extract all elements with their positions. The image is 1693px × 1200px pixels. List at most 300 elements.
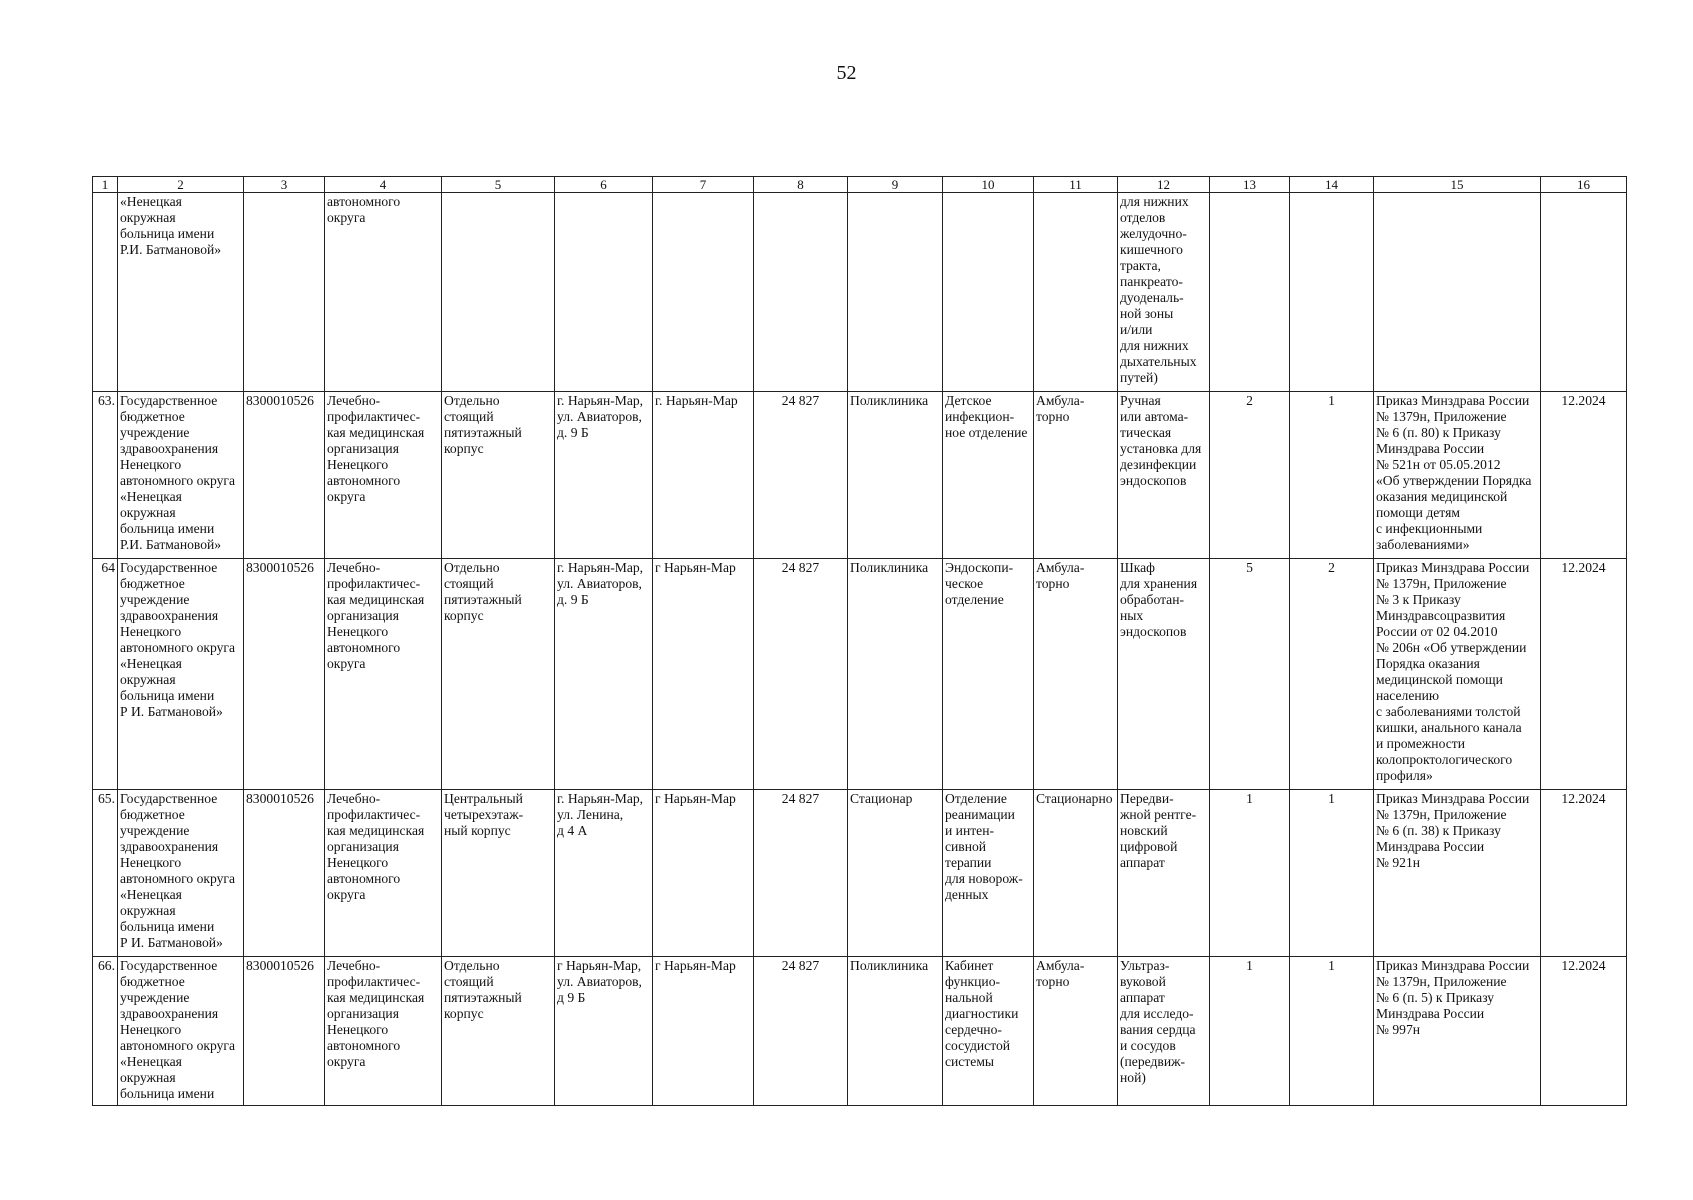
organization-name-line: Ненецкого — [120, 624, 182, 639]
regulatory-order-line: России от 02 04.2010 — [1376, 624, 1498, 639]
equipment-name-line: (передвиж- — [1120, 1054, 1186, 1069]
organization-name-line: учреждение — [120, 425, 190, 440]
organization-name-line: больница имени — [120, 919, 215, 934]
table-row — [93, 790, 1627, 957]
page-number: 52 — [836, 62, 857, 84]
organization-name-line: автономного округа — [120, 473, 236, 488]
table-row — [93, 193, 1627, 392]
equipment-name-line: ных — [1120, 608, 1144, 623]
department — [943, 193, 1034, 392]
organization-type-line: округа — [327, 887, 366, 902]
address-line: г. Нарьян-Мар, — [557, 393, 644, 408]
regulatory-order — [1374, 790, 1541, 957]
organization-type-line: Лечебно- — [327, 393, 381, 408]
organization-type — [325, 559, 442, 790]
quantity-available: 1 — [1290, 392, 1374, 559]
department — [943, 790, 1034, 957]
department-line: денных — [945, 887, 989, 902]
organization-type-line: автономного — [327, 640, 401, 655]
regulatory-order — [1374, 559, 1541, 790]
regulatory-order-line: № 1379н, Приложение — [1376, 409, 1507, 424]
organization-type — [325, 957, 442, 1106]
organization-name-line: учреждение — [120, 823, 190, 838]
address-line: г Нарьян-Мар, — [557, 958, 642, 973]
deadline-date: 12.2024 — [1541, 392, 1627, 559]
organization-type-line: кая медицинская — [327, 990, 425, 1005]
organization-name — [118, 193, 244, 392]
equipment-name-line: для хранения — [1120, 576, 1198, 591]
organization-type-line: организация — [327, 1006, 399, 1021]
organization-name-line: «Ненецкая — [120, 656, 182, 671]
address — [555, 957, 653, 1106]
organization-type-line: кая медицинская — [327, 592, 425, 607]
regulatory-order-line: № 206н «Об утверждении — [1376, 640, 1527, 655]
building-description — [442, 392, 555, 559]
equipment-name — [1118, 790, 1210, 957]
regulatory-order-line: помощи детям — [1376, 505, 1460, 520]
organization-name-line: автономного округа — [120, 1038, 236, 1053]
address-line: г. Нарьян-Мар, — [557, 560, 644, 575]
care-mode — [1034, 193, 1118, 392]
organization-type-line: Ненецкого — [327, 457, 389, 472]
regulatory-order-line: Минздравсоцразвития — [1376, 608, 1506, 623]
organization-name-line: окружная — [120, 210, 176, 225]
organization-type-line: профилактичес- — [327, 807, 421, 822]
organization-name-line: Р.И. Батмановой» — [120, 537, 222, 552]
column-number: 3 — [244, 177, 325, 193]
equipment-name-line: обработан- — [1120, 592, 1185, 607]
organization-type-line: Ненецкого — [327, 1022, 389, 1037]
row-number: 64 — [93, 559, 118, 790]
organization-name-line: Ненецкого — [120, 457, 182, 472]
building-description-line: пятиэтажный — [444, 592, 522, 607]
organization-name-line: бюджетное — [120, 974, 185, 989]
quantity-needed: 1 — [1210, 957, 1290, 1106]
organization-name-line: окружная — [120, 505, 176, 520]
deadline-date: 12.2024 — [1541, 790, 1627, 957]
column-number: 7 — [653, 177, 754, 193]
organization-type-line: Лечебно- — [327, 791, 381, 806]
equipment-name-line: для нижних — [1120, 338, 1189, 353]
regulatory-order-line: заболеваниями» — [1376, 537, 1470, 552]
organization-name — [118, 392, 244, 559]
department-line: терапии — [945, 855, 992, 870]
organization-type-line: организация — [327, 839, 399, 854]
organization-name-line: Государственное — [120, 393, 218, 408]
unit-type: Стационар — [848, 790, 943, 957]
inn-code: 8300010526 — [244, 790, 325, 957]
department-line: сосудистой — [945, 1038, 1011, 1053]
organization-name-line: бюджетное — [120, 409, 185, 424]
regulatory-order-line: с инфекционными — [1376, 521, 1483, 536]
column-number: 5 — [442, 177, 555, 193]
inn-code: 8300010526 — [244, 392, 325, 559]
address-line: ул. Ленина, — [557, 807, 624, 822]
organization-type-line: автономного — [327, 871, 401, 886]
equipment-name-line: Шкаф — [1120, 560, 1155, 575]
regulatory-order-line: населению — [1376, 688, 1440, 703]
inn-code: 8300010526 — [244, 559, 325, 790]
regulatory-order-line: «Об утверждении Порядка — [1376, 473, 1532, 488]
regulatory-order-line: профиля» — [1376, 768, 1433, 783]
equipment-name-line: Ручная — [1120, 393, 1161, 408]
department-line: для новорож- — [945, 871, 1023, 886]
deadline-date — [1541, 193, 1627, 392]
department-line: системы — [945, 1054, 995, 1069]
department-line: Детское — [945, 393, 992, 408]
regulatory-order-line: Порядка оказания — [1376, 656, 1480, 671]
column-number: 4 — [325, 177, 442, 193]
department-line: Эндоскопи- — [945, 560, 1014, 575]
column-number: 10 — [943, 177, 1034, 193]
department — [943, 392, 1034, 559]
organization-name-line: Р И. Батмановой» — [120, 704, 223, 719]
quantity-needed: 5 — [1210, 559, 1290, 790]
address — [555, 559, 653, 790]
regulatory-order-line: Минздрава России — [1376, 441, 1485, 456]
organization-name-line: Государственное — [120, 958, 218, 973]
regulatory-order-line: Приказ Минздрава России — [1376, 393, 1530, 408]
regulatory-order-line: № 6 (п. 5) к Приказу — [1376, 990, 1495, 1005]
okato-code: 24 827 — [754, 392, 848, 559]
column-number: 1 — [93, 177, 118, 193]
equipment-name-line: вания сердца — [1120, 1022, 1196, 1037]
address-line: д 9 Б — [557, 990, 586, 1005]
organization-name-line: учреждение — [120, 592, 190, 607]
address-line: д. 9 Б — [557, 425, 589, 440]
table-row — [93, 957, 1627, 1106]
regulatory-order-line: Приказ Минздрава России — [1376, 791, 1530, 806]
organization-name-line: бюджетное — [120, 807, 185, 822]
equipment-name-line: и сосудов — [1120, 1038, 1176, 1053]
organization-name-line: «Ненецкая — [120, 887, 182, 902]
city — [653, 193, 754, 392]
organization-type-line: округа — [327, 489, 366, 504]
building-description-line: корпус — [444, 608, 484, 623]
equipment-name-line: установка для — [1120, 441, 1202, 456]
organization-name-line: окружная — [120, 672, 176, 687]
care-mode-line: Стационарно — [1036, 791, 1113, 806]
column-number: 9 — [848, 177, 943, 193]
regulatory-order-line: оказания медицинской — [1376, 489, 1508, 504]
regulatory-order-line: колопроктологического — [1376, 752, 1513, 767]
quantity-available: 1 — [1290, 957, 1374, 1106]
building-description-line: стоящий — [444, 409, 494, 424]
okato-code — [754, 193, 848, 392]
organization-type-line: округа — [327, 656, 366, 671]
address-line: г. Нарьян-Мар, — [557, 791, 644, 806]
care-mode — [1034, 790, 1118, 957]
regulatory-order-line: Минздрава России — [1376, 839, 1485, 854]
regulatory-order-line: № 1379н, Приложение — [1376, 974, 1507, 989]
department-line: отделение — [945, 592, 1004, 607]
address-line: ул. Авиаторов, — [557, 409, 642, 424]
city: г Нарьян-Мар — [653, 957, 754, 1106]
department-line: сивной — [945, 839, 987, 854]
organization-name — [118, 957, 244, 1106]
inn-code: 8300010526 — [244, 957, 325, 1106]
column-number: 12 — [1118, 177, 1210, 193]
equipment-name-line: Передви- — [1120, 791, 1174, 806]
organization-type-line: кая медицинская — [327, 823, 425, 838]
organization-type-line: округа — [327, 1054, 366, 1069]
building-description-line: пятиэтажный — [444, 425, 522, 440]
equipment-name-line: дуоденаль- — [1120, 290, 1184, 305]
equipment-name-line: ной зоны — [1120, 306, 1174, 321]
equipment-name-line: эндоскопов — [1120, 473, 1187, 488]
address-line: ул. Авиаторов, — [557, 576, 642, 591]
inn-code — [244, 193, 325, 392]
column-number: 8 — [754, 177, 848, 193]
regulatory-order-line: с заболеваниями толстой — [1376, 704, 1521, 719]
equipment-name — [1118, 392, 1210, 559]
building-description — [442, 193, 555, 392]
column-number: 6 — [555, 177, 653, 193]
equipment-name-line: кишечного — [1120, 242, 1183, 257]
quantity-needed — [1210, 193, 1290, 392]
equipment-name-line: для нижних — [1120, 194, 1189, 209]
organization-type-line: автономного — [327, 473, 401, 488]
organization-name-line: «Ненецкая — [120, 194, 182, 209]
organization-name-line: окружная — [120, 1070, 176, 1085]
regulatory-order-line: кишки, анального канала — [1376, 720, 1522, 735]
organization-name — [118, 559, 244, 790]
department-line: нальной — [945, 990, 993, 1005]
regulatory-order-line: медицинской помощи — [1376, 672, 1503, 687]
equipment-name-line: эндоскопов — [1120, 624, 1187, 639]
quantity-available — [1290, 193, 1374, 392]
organization-name-line: «Ненецкая — [120, 1054, 182, 1069]
regulatory-order-line: № 521н от 05.05.2012 — [1376, 457, 1501, 472]
column-number: 11 — [1034, 177, 1118, 193]
building-description-line: стоящий — [444, 576, 494, 591]
department — [943, 559, 1034, 790]
regulatory-order-line: № 921н — [1376, 855, 1421, 870]
building-description-line: стоящий — [444, 974, 494, 989]
equipment-name-line: и/или — [1120, 322, 1153, 337]
care-mode-line: торно — [1036, 576, 1070, 591]
row-number: 66. — [93, 957, 118, 1106]
department-line: ное отделение — [945, 425, 1028, 440]
row-number: 65. — [93, 790, 118, 957]
building-description-line: ный корпус — [444, 823, 511, 838]
address — [555, 193, 653, 392]
building-description-line: Отдельно — [444, 958, 500, 973]
deadline-date: 12.2024 — [1541, 957, 1627, 1106]
okato-code: 24 827 — [754, 957, 848, 1106]
organization-name-line: здравоохранения — [120, 1006, 219, 1021]
unit-type: Поликлиника — [848, 957, 943, 1106]
equipment-name-line: для исследо- — [1120, 1006, 1194, 1021]
quantity-needed: 2 — [1210, 392, 1290, 559]
regulatory-order-line: № 1379н, Приложение — [1376, 576, 1507, 591]
regulatory-order-line: № 997н — [1376, 1022, 1421, 1037]
equipment-name — [1118, 957, 1210, 1106]
organization-type-line: автономного — [327, 1038, 401, 1053]
equipment-name-line: панкреато- — [1120, 274, 1183, 289]
column-number-row — [93, 177, 1627, 193]
care-mode — [1034, 392, 1118, 559]
department-line: сердечно- — [945, 1022, 1002, 1037]
building-description-line: Отдельно — [444, 393, 500, 408]
address-line: ул. Авиаторов, — [557, 974, 642, 989]
organization-name-line: Р И. Батмановой» — [120, 935, 223, 950]
equipment-name-line: тическая — [1120, 425, 1172, 440]
building-description-line: корпус — [444, 1006, 484, 1021]
organization-type-line: автономного — [327, 194, 401, 209]
department-line: реанимации — [945, 807, 1015, 822]
city: г. Нарьян-Мар — [653, 392, 754, 559]
organization-name-line: Ненецкого — [120, 855, 182, 870]
building-description — [442, 957, 555, 1106]
organization-name-line: Ненецкого — [120, 1022, 182, 1037]
organization-type-line: профилактичес- — [327, 576, 421, 591]
quantity-needed: 1 — [1210, 790, 1290, 957]
equipment-name-line: желудочно- — [1120, 226, 1187, 241]
deadline-date: 12.2024 — [1541, 559, 1627, 790]
care-mode — [1034, 559, 1118, 790]
care-mode-line: Амбула- — [1036, 958, 1085, 973]
department-line: и интен- — [945, 823, 994, 838]
department-line: функцио- — [945, 974, 1001, 989]
equipment-name — [1118, 559, 1210, 790]
equipment-name-line: цифровой — [1120, 839, 1178, 854]
organization-type — [325, 790, 442, 957]
okato-code: 24 827 — [754, 559, 848, 790]
regulatory-order — [1374, 957, 1541, 1106]
address-line: д. 9 Б — [557, 592, 589, 607]
unit-type — [848, 193, 943, 392]
address — [555, 790, 653, 957]
column-number: 2 — [118, 177, 244, 193]
column-number: 16 — [1541, 177, 1627, 193]
organization-type-line: профилактичес- — [327, 409, 421, 424]
equipment-name — [1118, 193, 1210, 392]
organization-name-line: больница имени — [120, 688, 215, 703]
organization-name-line: здравоохранения — [120, 839, 219, 854]
column-number: 13 — [1210, 177, 1290, 193]
equipment-name-line: аппарат — [1120, 855, 1165, 870]
unit-type: Поликлиника — [848, 392, 943, 559]
equipment-name-line: тракта, — [1120, 258, 1161, 273]
building-description-line: Центральный — [444, 791, 523, 806]
department-line: Отделение — [945, 791, 1007, 806]
organization-type-line: Ненецкого — [327, 855, 389, 870]
organization-name-line: автономного округа — [120, 640, 236, 655]
department-line: диагностики — [945, 1006, 1019, 1021]
equipment-name-line: новский — [1120, 823, 1168, 838]
organization-name-line: учреждение — [120, 990, 190, 1005]
organization-type — [325, 193, 442, 392]
row-number — [93, 193, 118, 392]
row-number: 63. — [93, 392, 118, 559]
column-number: 14 — [1290, 177, 1374, 193]
table-row — [93, 559, 1627, 790]
regulatory-order-line: № 1379н, Приложение — [1376, 807, 1507, 822]
organization-type-line: организация — [327, 608, 399, 623]
okato-code: 24 827 — [754, 790, 848, 957]
organization-type-line: Лечебно- — [327, 560, 381, 575]
equipment-name-line: отделов — [1120, 210, 1166, 225]
building-description-line: пятиэтажный — [444, 990, 522, 1005]
organization-type-line: организация — [327, 441, 399, 456]
organization-name-line: Государственное — [120, 560, 218, 575]
address — [555, 392, 653, 559]
quantity-available: 2 — [1290, 559, 1374, 790]
unit-type: Поликлиника — [848, 559, 943, 790]
regulatory-order-line: Минздрава России — [1376, 1006, 1485, 1021]
regulatory-order-line: № 6 (п. 80) к Приказу — [1376, 425, 1501, 440]
city: г Нарьян-Мар — [653, 559, 754, 790]
regulatory-order-line: № 6 (п. 38) к Приказу — [1376, 823, 1501, 838]
table-row — [93, 392, 1627, 559]
care-mode-line: торно — [1036, 409, 1070, 424]
organization-name-line: «Ненецкая — [120, 489, 182, 504]
city: г Нарьян-Мар — [653, 790, 754, 957]
organization-name-line: окружная — [120, 903, 176, 918]
equipment-name-line: дыхательных — [1120, 354, 1197, 369]
building-description-line: корпус — [444, 441, 484, 456]
organization-name-line: здравоохранения — [120, 608, 219, 623]
column-number: 15 — [1374, 177, 1541, 193]
department-line: ческое — [945, 576, 984, 591]
regulatory-order — [1374, 193, 1541, 392]
building-description-line: Отдельно — [444, 560, 500, 575]
regulatory-order-line: и промежности — [1376, 736, 1465, 751]
department-line: Кабинет — [945, 958, 994, 973]
organization-type — [325, 392, 442, 559]
department-line: инфекцион- — [945, 409, 1015, 424]
care-mode — [1034, 957, 1118, 1106]
equipment-name-line: Ультраз- — [1120, 958, 1170, 973]
equipment-table — [92, 176, 1627, 1106]
organization-name-line: больница имени — [120, 1086, 215, 1101]
organization-name-line: Р.И. Батмановой» — [120, 242, 222, 257]
building-description-line: четырехэтаж- — [444, 807, 524, 822]
building-description — [442, 790, 555, 957]
organization-name-line: больница имени — [120, 226, 215, 241]
organization-name-line: Государственное — [120, 791, 218, 806]
building-description — [442, 559, 555, 790]
care-mode-line: торно — [1036, 974, 1070, 989]
equipment-name-line: вуковой — [1120, 974, 1166, 989]
regulatory-order-line: № 3 к Приказу — [1376, 592, 1461, 607]
equipment-name-line: или автома- — [1120, 409, 1189, 424]
equipment-name-line: дезинфекции — [1120, 457, 1197, 472]
organization-type-line: профилактичес- — [327, 974, 421, 989]
organization-name-line: здравоохранения — [120, 441, 219, 456]
regulatory-order-line: Приказ Минздрава России — [1376, 560, 1530, 575]
organization-type-line: Лечебно- — [327, 958, 381, 973]
organization-type-line: кая медицинская — [327, 425, 425, 440]
organization-type-line: Ненецкого — [327, 624, 389, 639]
care-mode-line: Амбула- — [1036, 560, 1085, 575]
equipment-name-line: ной) — [1120, 1070, 1146, 1085]
department — [943, 957, 1034, 1106]
organization-type-line: округа — [327, 210, 366, 225]
equipment-name-line: жной рентге- — [1120, 807, 1197, 822]
organization-name — [118, 790, 244, 957]
quantity-available: 1 — [1290, 790, 1374, 957]
equipment-name-line: аппарат — [1120, 990, 1165, 1005]
regulatory-order-line: Приказ Минздрава России — [1376, 958, 1530, 973]
organization-name-line: автономного округа — [120, 871, 236, 886]
regulatory-order — [1374, 392, 1541, 559]
organization-name-line: бюджетное — [120, 576, 185, 591]
equipment-name-line: путей) — [1120, 370, 1158, 385]
care-mode-line: Амбула- — [1036, 393, 1085, 408]
organization-name-line: больница имени — [120, 521, 215, 536]
